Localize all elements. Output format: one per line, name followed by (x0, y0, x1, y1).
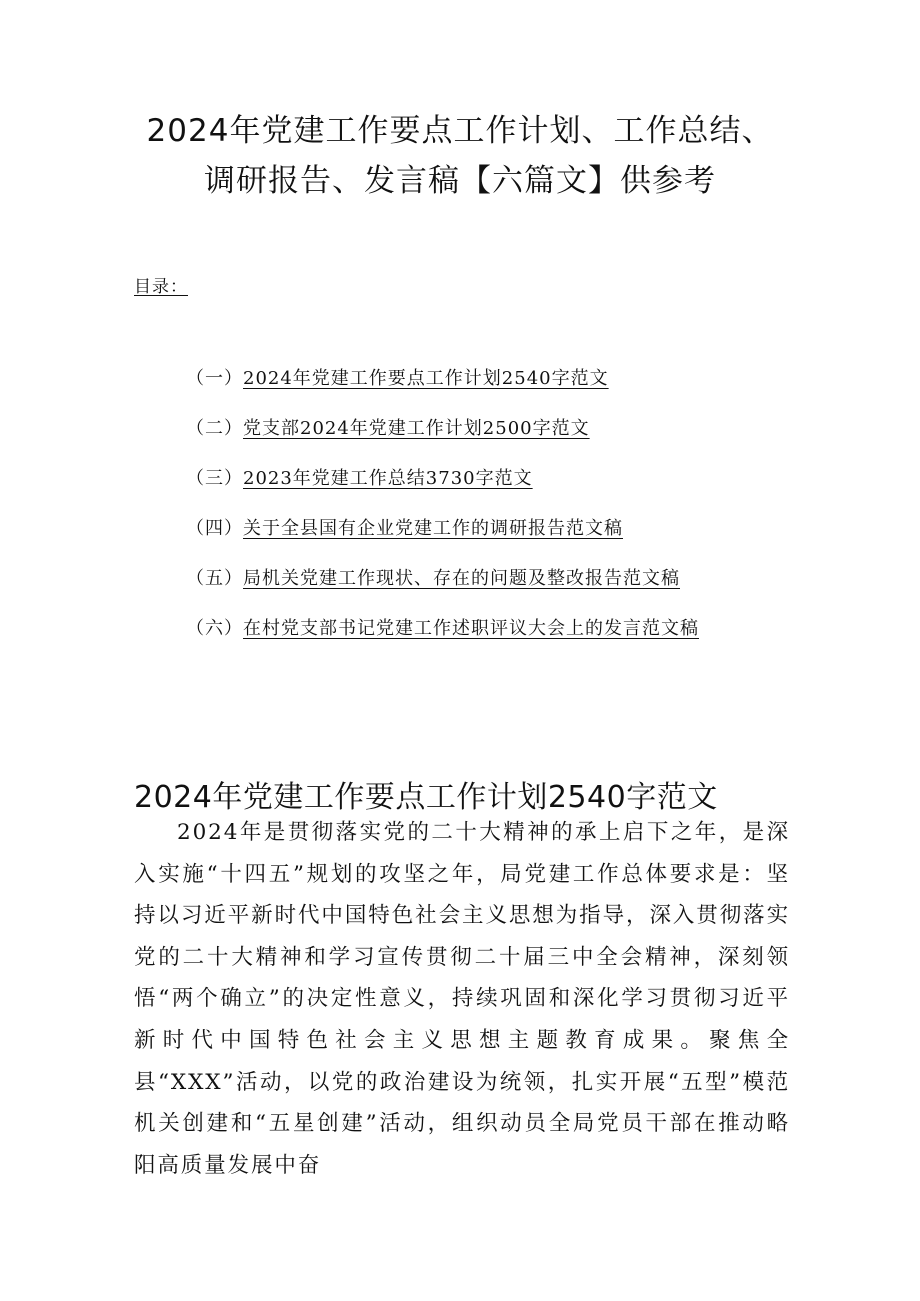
section-heading: 2024年党建工作要点工作计划2540字范文 (134, 780, 718, 815)
toc-item-2[interactable] (186, 416, 699, 466)
document-title-line-1: 2024年党建工作要点工作计划、工作总结、 (146, 113, 774, 149)
section-body-paragraph: 2024年是贯彻落实党的二十大精神的承上启下之年，是深入实施“十四五”规划的攻坚之年，局党建工作总体要求是：坚持以习近平新时代中国特色社会主义思想为指导，深入贯彻落实党的二十大精神和学习宣传贯彻二十届三中全会精神，深刻领悟“两个确立”的决定性意义，持续巩固和深化学习贯彻习近平新时代中国特色社会主义思想主题教育成果。聚焦全县“XXX”活动，以党的政治建设为统领，扎实开展“五型”模范机关创建和“五星创建”活动，组织动员全局党员干部在推动略阳高质量发展中奋 (134, 820, 790, 1178)
toc-item-link[interactable]: 党支部2024年党建工作计划2500字范文 (243, 418, 590, 439)
toc-item-link[interactable]: 2024年党建工作要点工作计划2540字范文 (243, 368, 609, 389)
document-title-line-2: 调研报告、发言稿【六篇文】供参考 (204, 163, 716, 199)
toc-item-1[interactable] (186, 366, 699, 416)
toc-item-number: （三） (186, 468, 243, 489)
toc-label: 目录： (134, 277, 188, 297)
toc-item-link[interactable]: 2023年党建工作总结3730字范文 (243, 468, 533, 489)
toc-item-number: （六） (186, 618, 243, 639)
toc-item-number: （二） (186, 418, 243, 439)
toc-item-link[interactable]: 局机关党建工作现状、存在的问题及整改报告范文稿 (243, 568, 680, 589)
toc-item-number: （一） (186, 368, 243, 389)
toc-item-5[interactable] (186, 566, 699, 616)
toc-item-3[interactable] (186, 466, 699, 516)
toc-item-link[interactable]: 在村党支部书记党建工作述职评议大会上的发言范文稿 (243, 618, 699, 639)
toc-item-number: （五） (186, 568, 243, 589)
toc-item-link[interactable]: 关于全县国有企业党建工作的调研报告范文稿 (243, 518, 623, 539)
toc-item-number: （四） (186, 518, 243, 539)
toc-item-6[interactable] (186, 616, 699, 666)
toc-item-4[interactable] (186, 516, 699, 566)
table-of-contents (186, 366, 699, 666)
